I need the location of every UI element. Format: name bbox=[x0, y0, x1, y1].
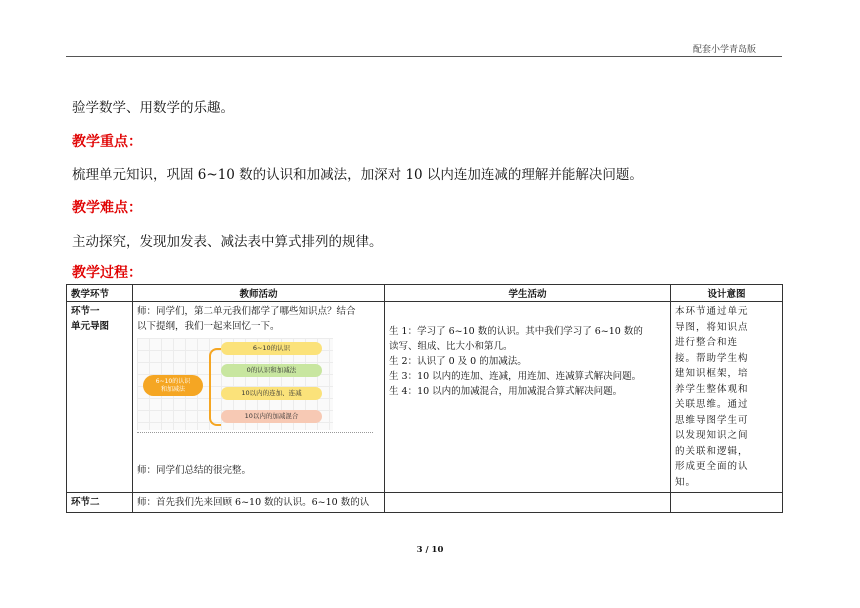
mindmap-center bbox=[143, 375, 203, 396]
page-number: 3 / 10 bbox=[416, 545, 444, 555]
intro-line: 验学数学、用数学的乐趣。 bbox=[72, 100, 234, 116]
dotted-divider bbox=[137, 432, 373, 433]
header-text: 配套小学青岛版 bbox=[692, 45, 756, 55]
table-header-row bbox=[67, 285, 783, 302]
design-line: 形成更全面的认 bbox=[675, 461, 749, 472]
design-line: 思维导图学生可 bbox=[675, 414, 749, 426]
teacher-closing: 师：同学们总结的很完整。 bbox=[137, 465, 252, 476]
lesson-table bbox=[66, 284, 783, 513]
design-line: 养学生整体观和 bbox=[675, 383, 749, 395]
difficulties-text: 主动探究，发现加发表、减法表中算式排列的规律。 bbox=[72, 234, 383, 250]
process-heading: 教学过程： bbox=[72, 265, 142, 281]
design-cell bbox=[671, 302, 783, 493]
mindmap-node: 10以内的连加、连减 bbox=[221, 387, 322, 400]
student-cell bbox=[385, 302, 671, 493]
teacher-line: 以下提纲，我们一起来回忆一下。 bbox=[137, 321, 280, 332]
student-line: 生 3：10 以内的连加、连减，用连加、连减算式解决问题。 bbox=[389, 371, 642, 382]
mindmap-center-line2: 和加减法 bbox=[160, 386, 185, 393]
mindmap-diagram bbox=[137, 338, 333, 430]
teacher-line: 师：同学们，第二单元我们都学了哪些知识点？结合 bbox=[137, 306, 356, 317]
design-cell bbox=[671, 493, 783, 513]
student-line: 生 2：认识了 0 及 0 的加减法。 bbox=[389, 356, 527, 367]
stage-cell bbox=[67, 493, 133, 513]
table-row bbox=[67, 302, 783, 493]
design-line: 关联思维。通过 bbox=[675, 399, 749, 410]
design-line: 的关联和逻辑， bbox=[675, 445, 749, 457]
mindmap-node: 10以内的加减混合 bbox=[221, 410, 322, 423]
student-line: 读写、组成、比大小和第几。 bbox=[389, 341, 513, 352]
header-stage: 教学环节 bbox=[67, 285, 133, 302]
student-line: 生 4：10 以内的加减混合，用加减混合算式解决问题。 bbox=[389, 386, 623, 397]
design-line: 本环节通过单元 bbox=[675, 306, 749, 317]
design-line: 导图，将知识点 bbox=[675, 321, 749, 333]
mindmap-brace bbox=[209, 348, 221, 426]
table-row bbox=[67, 493, 783, 513]
mindmap-node: 0的认识和加减法 bbox=[221, 364, 322, 377]
header-rule bbox=[66, 56, 782, 57]
teacher-cell bbox=[133, 302, 385, 493]
header-design: 设计意图 bbox=[671, 285, 783, 302]
mindmap-node: 6~10的认识 bbox=[221, 342, 322, 355]
key-points-text: 梳理单元知识，巩固 6~10 数的认识和加减法，加深对 10 以内连加连减的理解并能解决问题。 bbox=[72, 167, 643, 183]
header-student: 学生活动 bbox=[385, 285, 671, 302]
stage-line1: 环节一 bbox=[71, 306, 100, 317]
design-line: 知。 bbox=[675, 476, 697, 488]
design-line: 进行整合和连 bbox=[675, 337, 739, 348]
stage-line1: 环节二 bbox=[71, 497, 100, 508]
stage-cell bbox=[67, 302, 133, 493]
difficulties-heading: 教学难点： bbox=[72, 200, 142, 216]
header-teacher: 教师活动 bbox=[133, 285, 385, 302]
design-line: 以发现知识之间 bbox=[675, 430, 749, 441]
key-points-heading: 教学重点： bbox=[72, 134, 142, 150]
design-line: 建知识框架，培 bbox=[675, 368, 749, 379]
design-line: 接。帮助学生构 bbox=[675, 352, 749, 364]
student-cell bbox=[385, 493, 671, 513]
mindmap-center-line1: 6~10的认识 bbox=[155, 378, 191, 385]
teacher-line: 师：首先我们先来回顾 6~10 数的认识。6~10 数的认 bbox=[137, 497, 370, 508]
teacher-cell bbox=[133, 493, 385, 513]
student-line: 生 1：学习了 6~10 数的认识。其中我们学习了 6~10 数的 bbox=[389, 326, 643, 337]
stage-line2: 单元导图 bbox=[71, 321, 110, 332]
